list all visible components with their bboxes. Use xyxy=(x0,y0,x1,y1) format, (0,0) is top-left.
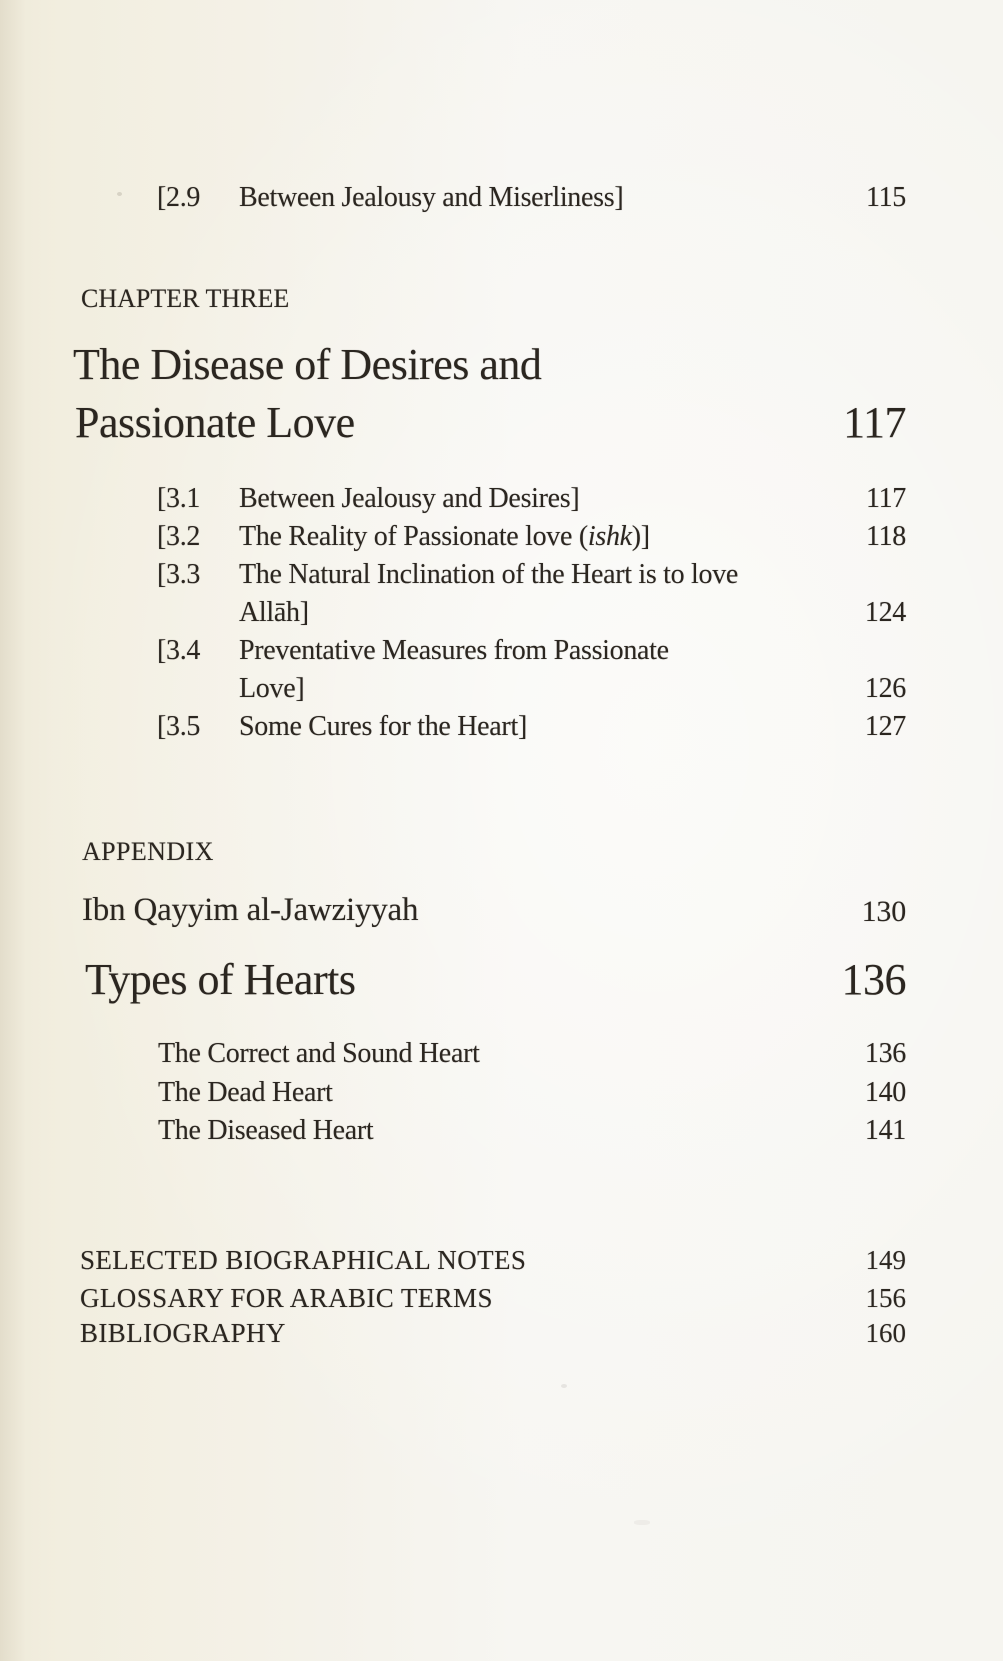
entry-text xyxy=(239,523,650,551)
entry-text: The Diseased Heart xyxy=(158,1115,374,1146)
toc-entry-3-1 xyxy=(0,485,1003,525)
appendix-kicker-row xyxy=(0,839,1003,879)
entry-text-continued: Love] xyxy=(239,673,305,704)
entry-label: [3.3 xyxy=(157,559,201,590)
chapter-title-line1: The Disease of Desires and xyxy=(73,340,542,389)
back-matter-bibliography xyxy=(0,1320,1003,1360)
entry-text: The Correct and Sound Heart xyxy=(158,1038,480,1069)
appendix-entry-diseased-heart xyxy=(0,1117,1003,1157)
entry-text: Preventative Measures from Passionate xyxy=(239,635,669,666)
appendix-kicker: APPENDIX xyxy=(82,837,214,866)
back-matter-text: BIBLIOGRAPHY xyxy=(80,1318,286,1348)
entry-text: The Natural Inclination of the Heart is to love xyxy=(239,559,739,590)
scan-speck xyxy=(561,1384,567,1388)
entry-page-number: 117 xyxy=(865,483,906,514)
toc-entry-2-9 xyxy=(0,184,1003,224)
entry-page-number: 127 xyxy=(864,711,906,742)
entry-page-number: 141 xyxy=(864,1115,906,1146)
entry-term-italic: ishk xyxy=(587,521,632,552)
appendix-entry-correct-heart xyxy=(0,1040,1003,1080)
toc-entry-3-2 xyxy=(0,523,1003,563)
back-matter-page-number: 156 xyxy=(865,1283,906,1313)
toc-entry-3-4-line1 xyxy=(0,637,1003,677)
appendix-author-row xyxy=(0,894,1003,938)
entry-page-number: 118 xyxy=(865,521,906,552)
chapter-kicker-row xyxy=(0,286,1003,326)
appendix-title: Types of Hearts xyxy=(85,955,356,1004)
toc-entry-3-4-line2 xyxy=(0,675,1003,715)
entry-text: The Dead Heart xyxy=(158,1077,333,1108)
entry-page-number: 140 xyxy=(864,1077,906,1108)
appendix-title-row xyxy=(0,955,1003,1016)
appendix-entry-dead-heart xyxy=(0,1079,1003,1119)
back-matter-page-number: 160 xyxy=(865,1318,906,1348)
back-matter-text: GLOSSARY FOR ARABIC TERMS xyxy=(80,1283,493,1313)
entry-text-post: )] xyxy=(631,521,650,552)
entry-text: Between Jealousy and Miserliness] xyxy=(239,182,624,213)
appendix-author-page-number: 130 xyxy=(861,895,906,928)
toc-entry-3-3-line2 xyxy=(0,599,1003,639)
toc-entry-3-3-line1 xyxy=(0,561,1003,601)
back-matter-text: SELECTED BIOGRAPHICAL NOTES xyxy=(80,1245,527,1275)
chapter-title-line2-row xyxy=(0,398,1003,459)
entry-label: [3.4 xyxy=(157,635,201,666)
entry-label: [2.9 xyxy=(157,182,201,213)
entry-label: [3.2 xyxy=(157,521,201,552)
chapter-title-line1-row xyxy=(0,340,1003,401)
scan-smudge xyxy=(634,1520,650,1525)
back-matter-page-number: 149 xyxy=(865,1245,906,1275)
entry-page-number: 124 xyxy=(864,597,906,628)
entry-page-number: 136 xyxy=(864,1038,906,1069)
entry-label: [3.1 xyxy=(157,483,201,514)
toc-entry-3-5 xyxy=(0,713,1003,753)
chapter-kicker: CHAPTER THREE xyxy=(81,284,290,313)
entry-page-number: 115 xyxy=(865,182,906,213)
appendix-title-page-number: 136 xyxy=(841,955,906,1004)
entry-text: Between Jealousy and Desires] xyxy=(239,483,580,514)
appendix-author-heading: Ibn Qayyim al-Jawziyyah xyxy=(82,892,419,928)
entry-text: Some Cures for the Heart] xyxy=(239,711,527,742)
entry-text-continued: Allāh] xyxy=(239,597,309,628)
chapter-page-number: 117 xyxy=(843,398,906,447)
entry-label: [3.5 xyxy=(157,711,201,742)
back-matter-biographical-notes xyxy=(0,1247,1003,1287)
entry-page-number: 126 xyxy=(864,673,906,704)
chapter-title-line2: Passionate Love xyxy=(75,398,355,447)
entry-text-pre: The Reality of Passionate love ( xyxy=(239,521,588,552)
